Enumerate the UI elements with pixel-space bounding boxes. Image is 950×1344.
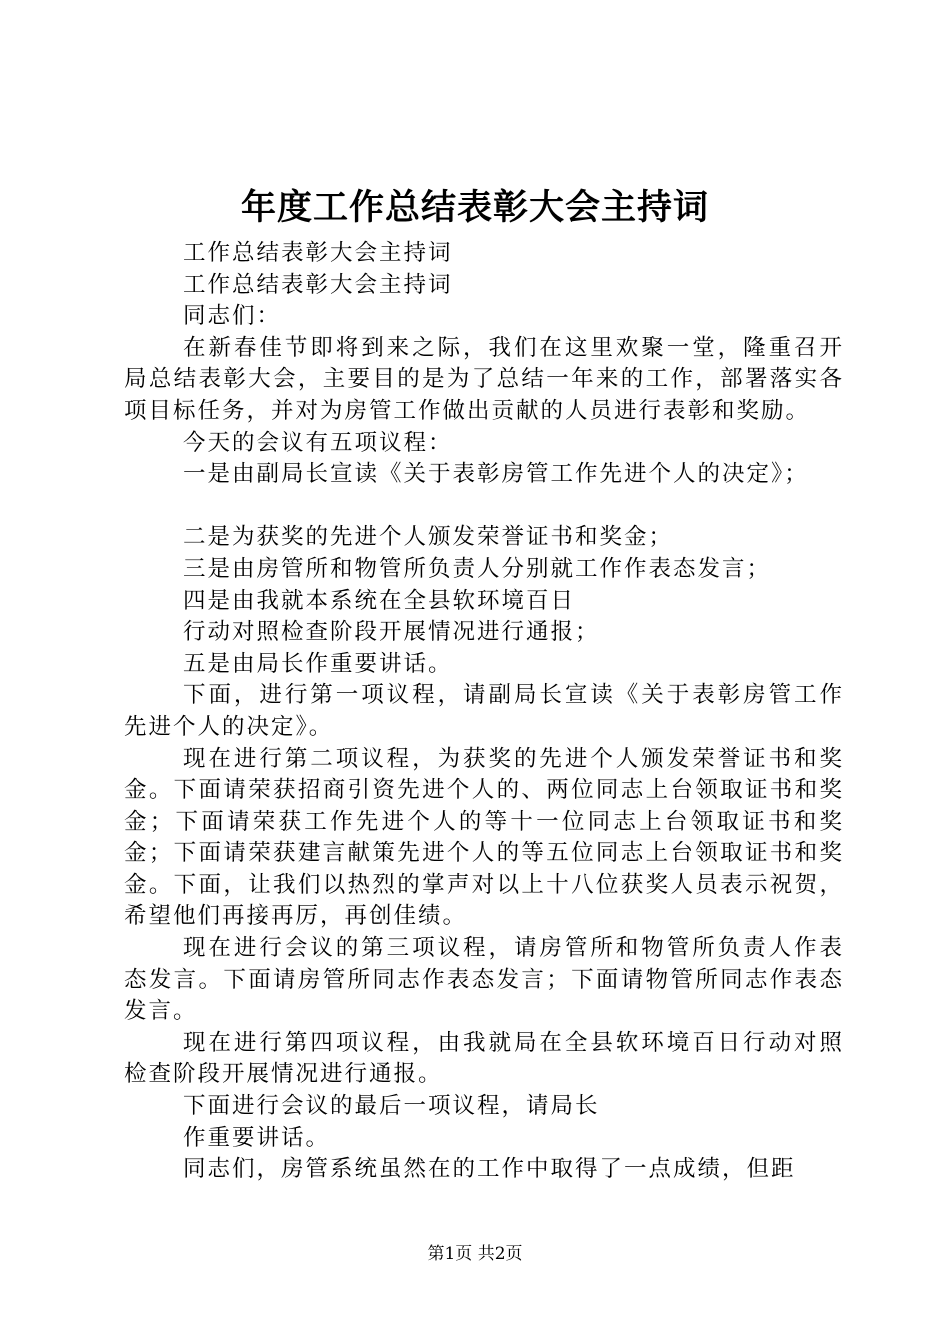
page-footer: 第1页 共2页 (427, 1244, 523, 1264)
paragraph-subtitle-2: 工作总结表彰大会主持词 (183, 271, 453, 298)
document-body (124, 238, 844, 1186)
paragraph-agenda-item-1: 一是由副局长宣读《关于表彰房管工作先进个人的决定》； (183, 461, 809, 488)
paragraph-salutation: 同志们： (183, 303, 282, 330)
paragraph-closing: 同志们，房管系统虽然在的工作中取得了一点成绩，但距 (183, 1156, 796, 1183)
paragraph-agenda-item-4b: 行动对照检查阶段开展情况进行通报； (183, 619, 600, 646)
paragraph-first-item: 下面，进行第一项议程，请副局长宣读《关于表彰房管工作先进个人的决定》。 (124, 682, 844, 740)
paragraph-last-item-a: 下面进行会议的最后一项议程，请局长 (183, 1093, 600, 1120)
paragraph-gap (124, 491, 844, 523)
paragraph-agenda-item-4a: 四是由我就本系统在全县软环境百日 (183, 587, 576, 614)
paragraph-third-item: 现在进行会议的第三项议程，请房管所和物管所负责人作表态发言。下面请房管所同志作表态发言；下面请物管所同志作表态发言。 (124, 935, 844, 1025)
paragraph-second-item: 现在进行第二项议程，为获奖的先进个人颁发荣誉证书和奖金。下面请荣获招商引资先进个人的、两位同志上台领取证书和奖金；下面请荣获工作先进个人的等十一位同志上台领取证书和奖金；下面请荣获建言献策先进个人的等五位同志上台领取证书和奖金。下面，让我们以热烈的掌声对以上十八位获奖人员表示祝贺，希望他们再接再厉，再创佳绩。 (124, 745, 844, 930)
paragraph-opening: 在新春佳节即将到来之际，我们在这里欢聚一堂，隆重召开局总结表彰大会，主要目的是为了总结一年来的工作，部署落实各项目标任务，并对为房管工作做出贡献的人员进行表彰和奖励。 (124, 334, 844, 424)
paragraph-fourth-item: 现在进行第四项议程，由我就局在全县软环境百日行动对照检查阶段开展情况进行通报。 (124, 1029, 844, 1088)
paragraph-subtitle-1: 工作总结表彰大会主持词 (183, 240, 453, 266)
paragraph-agenda-item-2: 二是为获奖的先进个人颁发荣誉证书和奖金； (183, 524, 674, 551)
paragraph-last-item-b: 作重要讲话。 (183, 1124, 331, 1151)
paragraph-agenda-intro: 今天的会议有五项议程： (183, 429, 453, 456)
document-title: 年度工作总结表彰大会主持词 (240, 187, 709, 228)
paragraph-agenda-item-5: 五是由局长作重要讲话。 (183, 650, 453, 677)
paragraph-agenda-item-3: 三是由房管所和物管所负责人分别就工作作表态发言； (183, 555, 772, 582)
